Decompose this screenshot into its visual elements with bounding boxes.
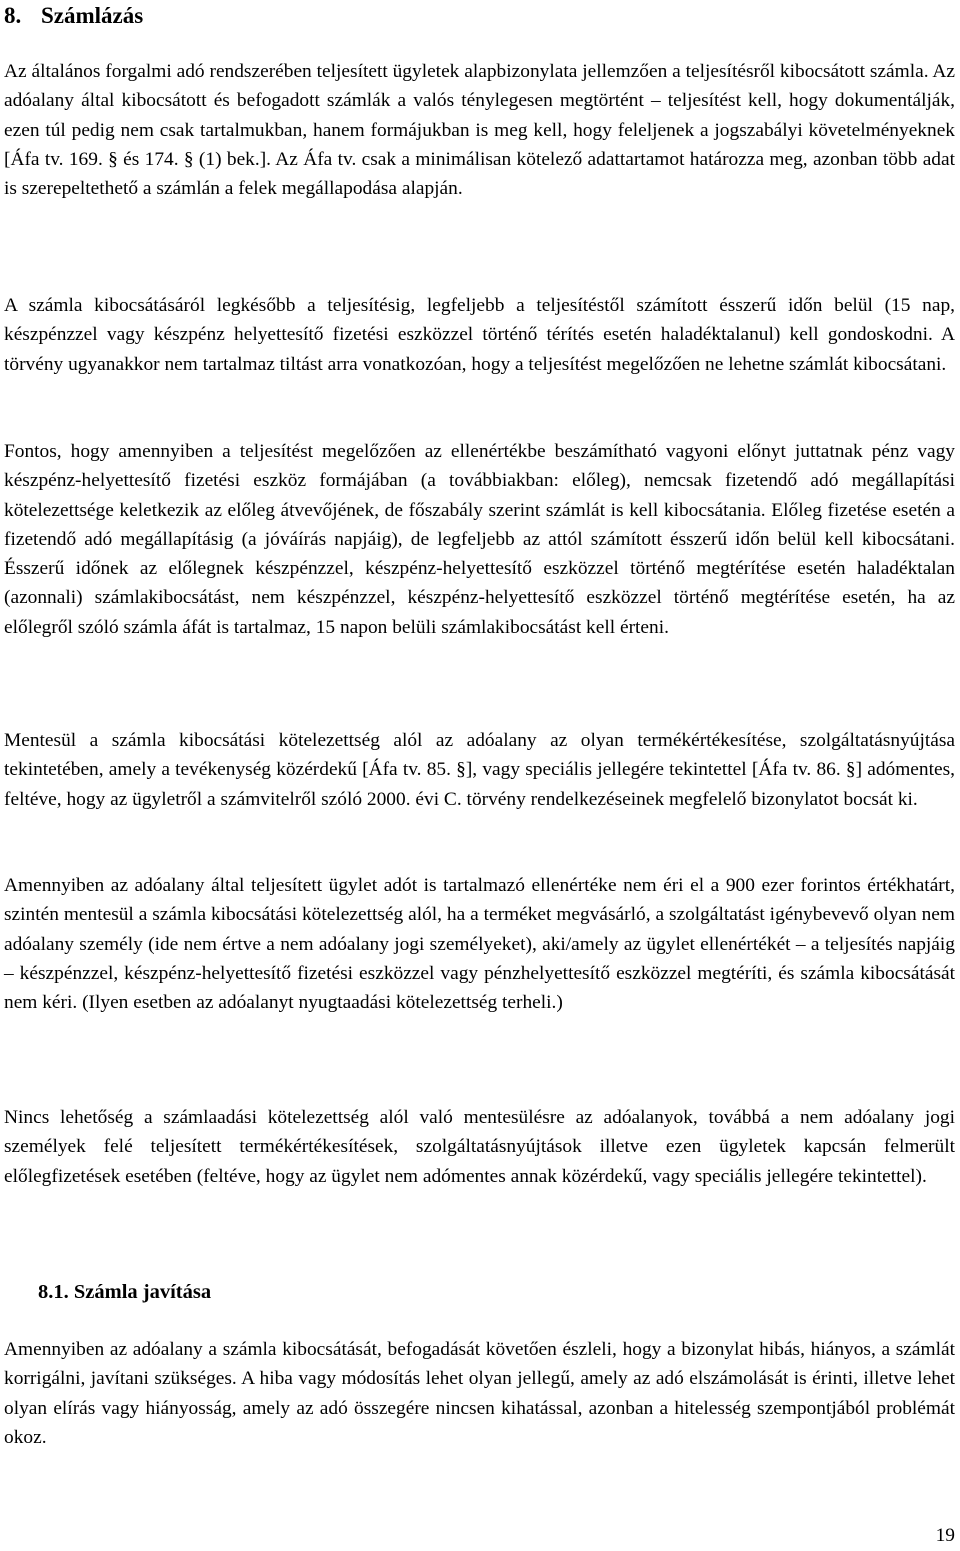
paragraph-issue-deadline: A számla kibocsátásáról legkésőbb a teljesítésig, legfeljebb a teljesítéstől számított ésszerű időn belül (15 nap, készpénzzel vagy készpénz helyettesítő fizetési eszközzel történő térítés esetén haladéktalanul) kell gondoskodni. A törvény ugyanakkor nem tartalmaz tiltást arra vonatkozóan, hogy a teljesítést megelőzően ne lehetne számlát kibocsátani. — [4, 295, 955, 375]
paragraph-no-exemption: Nincs lehetőség a számlaadási kötelezettség alól való mentesülésre az adóalanyok, továbbá a nem adóalany jogi személyek felé teljesített termékértékesítések, szolgáltatásnyújtások illetve ezen ügyletek kapcsán felmerült előlegfizetések esetében (feltéve, hogy az ügylet nem adómentes annak közérdekű, vagy speciális jellegére tekintettel). — [4, 1107, 955, 1187]
subsection-heading — [38, 1278, 211, 1306]
section-number: 8. — [4, 3, 22, 28]
page-number: 19 — [935, 1525, 955, 1546]
paragraph-advance-payment: Fontos, hogy amennyiben a teljesítést megelőzően az ellenértékbe beszámítható vagyoni előnyt juttatnak pénz vagy készpénz-helyettesítő fizetési eszköz formájában (a továbbiakban: előleg), nemcsak fizetendő adó megállapítási kötelezettsége keletkezik az előleg átvevőjének, de főszabály szerint számlát is kell kibocsátania. Előleg fizetése esetén a fizetendő adó megállapításig (a jóváírás napjáig), de legfeljebb az attól számított ésszerű időn belül kell kibocsátani. Ésszerű időnek az előlegnek készpénzzel, készpénz-helyettesítő eszközzel történő megtérítése esetén haladéktalan (azonnali) számlakibocsátást, nem készpénzzel, készpénz-helyettesítő eszközzel történő megtérítése esetén, ha az előlegről szóló számla áfát is tartalmaz, 15 napon belüli számlakibocsátást kell érteni. — [4, 441, 955, 638]
paragraph-invoice-correction: Amennyiben az adóalany a számla kibocsátását, befogadását követően észleli, hogy a bizonylat hibás, hiányos, a számlát korrigálni, javítani szükséges. A hiba vagy módosítás lehet olyan jellegű, amely az adó elszámolását is érinti, illetve lehet olyan elírás vagy hiányosság, amely az adó összegére nincsen kihatással, azonban a hitelesség szempontjából problémát okoz. — [4, 1339, 955, 1448]
section-title: Számlázás — [41, 3, 144, 28]
section-heading — [4, 2, 143, 30]
subsection-title: Számla javítása — [73, 1281, 212, 1303]
paragraph-exemption-public-interest: Mentesül a számla kibocsátási kötelezettség alól az adóalany az olyan termékértékesítése, szolgáltatásnyújtása tekintetében, amely a tevékenység közérdekű [Áfa tv. 85. §], vagy speciális jellegére tekintettel [Áfa tv. 86. §] adómentes, feltéve, hogy az ügyletről a számvitelről szóló 2000. évi C. törvény rendelkezéseinek megfelelő bizonylatot bocsát ki. — [4, 730, 955, 810]
subsection-number: 8.1. — [38, 1281, 69, 1303]
paragraph-exemption-threshold: Amennyiben az adóalany által teljesített ügylet adót is tartalmazó ellenértéke nem éri el a 900 ezer forintos értékhatárt, szintén mentesül a számla kibocsátási kötelezettség alól, ha a terméket megvásárló, a szolgáltatást igénybevevő olyan nem adóalany személy (ide nem értve a nem adóalany jogi személyeket), aki/amely az ügylet ellenértékét – a teljesítés napjáig – készpénzzel, készpénz-helyettesítő fizetési eszközzel vagy pénzhelyettesítő eszközzel megtéríti, és számla kibocsátását nem kéri. (Ilyen esetben az adóalanyt nyugtaadási kötelezettség terheli.) — [4, 875, 955, 1014]
paragraph-invoice-basics: Az általános forgalmi adó rendszerében teljesített ügyletek alapbizonylata jellemzően a teljesítésről kibocsátott számla. Az adóalany által kibocsátott és befogadott számlák a valós ténylegesen megtörtént – teljesítést kell, hogy dokumentálják, ezen túl pedig nem csak tartalmukban, hanem formájukban is meg kell, hogy feleljenek a jogszabályi követelményeknek [Áfa tv. 169. § és 174. § (1) bek.]. Az Áfa tv. csak a minimálisan kötelező adattartamot határozza meg, azonban több adat is szerepeltethető a számlán a felek megállapodása alapján. — [4, 61, 955, 200]
